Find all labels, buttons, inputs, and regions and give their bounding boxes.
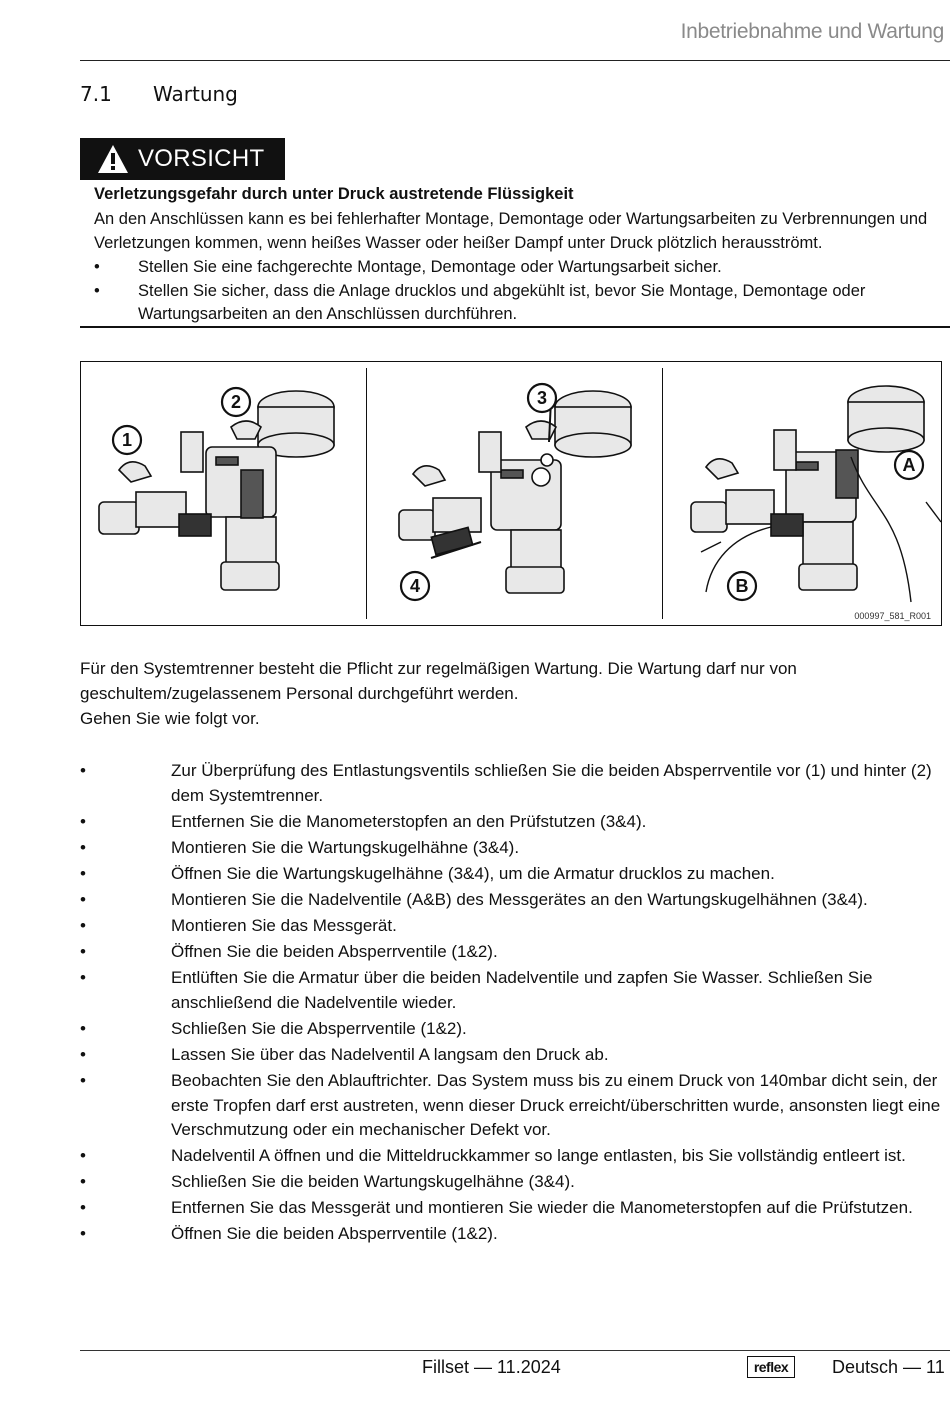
- step-text: Öffnen Sie die beiden Absperrventile (1&2).: [171, 1224, 498, 1243]
- step-text: Entfernen Sie die Manometerstopfen an den Prüfstutzen (3&4).: [171, 812, 647, 831]
- callout-1: 1: [121, 430, 133, 450]
- footer-divider: [80, 1350, 950, 1351]
- header-divider: [80, 60, 950, 61]
- caution-divider: [80, 326, 950, 328]
- step-text: Öffnen Sie die Wartungskugelhähne (3&4), um die Armatur drucklos zu machen.: [171, 864, 775, 883]
- caution-item-text: Stellen Sie eine fachgerechte Montage, Demontage oder Wartungsarbeit sicher.: [138, 258, 722, 276]
- footer-language-page: Deutsch — 11: [832, 1357, 945, 1377]
- step-text: Montieren Sie die Wartungskugelhähne (3&4).: [171, 838, 520, 857]
- bullet: •: [80, 761, 86, 780]
- measuring-hose-a: [851, 457, 911, 602]
- bullet: •: [94, 258, 100, 276]
- bullet: •: [80, 1172, 86, 1191]
- bullet: •: [80, 1019, 86, 1038]
- caution-label: [80, 138, 285, 180]
- bullet: •: [80, 1224, 86, 1243]
- step-text: Schließen Sie die beiden Wartungskugelhähne (3&4).: [171, 1172, 575, 1191]
- callout-3: 3: [536, 388, 548, 408]
- step-text: Montieren Sie die Nadelventile (A&B) des Messgerätes an den Wartungskugelhähnen (3&4).: [171, 890, 868, 909]
- brand-logo: reflex: [747, 1356, 795, 1378]
- step-text: Zur Überprüfung des Entlastungsventils schließen Sie die beiden Absperrventile vor (1) und hinter (2) dem Systemtrenner.: [171, 761, 932, 805]
- bullet: •: [80, 864, 86, 883]
- step-text: Entfernen Sie das Messgerät und montieren Sie wieder die Manometerstopfen auf die Prüfstutzen.: [171, 1198, 913, 1217]
- callout-a: A: [902, 455, 916, 475]
- step-text: Schließen Sie die Absperrventile (1&2).: [171, 1019, 467, 1038]
- caution-heading: Verletzungsgefahr durch unter Druck austretende Flüssigkeit: [94, 185, 574, 203]
- bullet: •: [80, 1071, 86, 1090]
- bullet: •: [80, 812, 86, 831]
- header-title: Inbetriebnahme und Wartung: [680, 20, 944, 43]
- valve-illustration: [81, 362, 941, 624]
- step-text: Lassen Sie über das Nadelventil A langsam den Druck ab.: [171, 1045, 609, 1064]
- bullet: •: [80, 916, 86, 935]
- caution-item-text: Stellen Sie sicher, dass die Anlage drucklos und abgekühlt ist, bevor Sie Montage, Demontage oder Wartungsarbeiten an den Anschlüssen durchführen.: [138, 282, 866, 323]
- intro-paragraph: Für den Systemtrenner besteht die Pflicht zur regelmäßigen Wartung. Die Wartung darf nur von geschultem/zugelassenem Personal durchgeführt werden.: [80, 659, 797, 703]
- bullet: •: [80, 1198, 86, 1217]
- bullet: •: [80, 1146, 86, 1165]
- bullet: •: [94, 282, 100, 300]
- bullet: •: [80, 968, 86, 987]
- bullet: •: [80, 942, 86, 961]
- step-text: Montieren Sie das Messgerät.: [171, 916, 397, 935]
- section-number: 7.1: [80, 82, 112, 106]
- step-text: Beobachten Sie den Ablauftrichter. Das System muss bis zu einem Druck von 140mbar dicht sein, der erste Tropfen darf erst austreten, wenn dieser Druck erreicht/überschritten wurde, ansonsten liegt eine Verschmutzung oder ein mechanischer Defekt vor.: [171, 1071, 941, 1139]
- bullet: •: [80, 838, 86, 857]
- caution-label-text: VORSICHT: [138, 145, 265, 172]
- step-text: Öffnen Sie die beiden Absperrventile (1&2).: [171, 942, 498, 961]
- valve-assembly-1: [99, 391, 334, 590]
- caution-body: An den Anschlüssen kann es bei fehlerhafter Montage, Demontage oder Wartungsarbeiten zu Verbrennungen und Verletzungen kommen, wenn heißes Wasser oder heißer Dampf unter Druck plötzlich herausströmt.: [94, 210, 928, 252]
- valve-assembly-2: [399, 391, 631, 593]
- step-text: Nadelventil A öffnen und die Mitteldruckkammer so lange entlasten, bis Sie vollständig entleert ist.: [171, 1146, 906, 1165]
- bullet: •: [80, 1045, 86, 1064]
- callout-b: B: [735, 576, 749, 596]
- step-text: Entlüften Sie die Armatur über die beiden Nadelventile und zapfen Sie Wasser. Schließen Sie anschließend die Nadelventile wieder.: [171, 968, 873, 1012]
- callout-2: 2: [230, 392, 242, 412]
- bullet: •: [80, 890, 86, 909]
- footer-document: Fillset — 11.2024: [422, 1357, 561, 1377]
- maintenance-figure: [80, 361, 942, 626]
- figure-code: 000997_581_R001: [854, 611, 931, 621]
- warning-triangle-icon: [96, 143, 130, 175]
- section-title: Wartung: [153, 82, 238, 106]
- valve-assembly-3: [691, 386, 924, 590]
- intro-instruction: Gehen Sie wie folgt vor.: [80, 709, 260, 728]
- callout-4: 4: [409, 576, 421, 596]
